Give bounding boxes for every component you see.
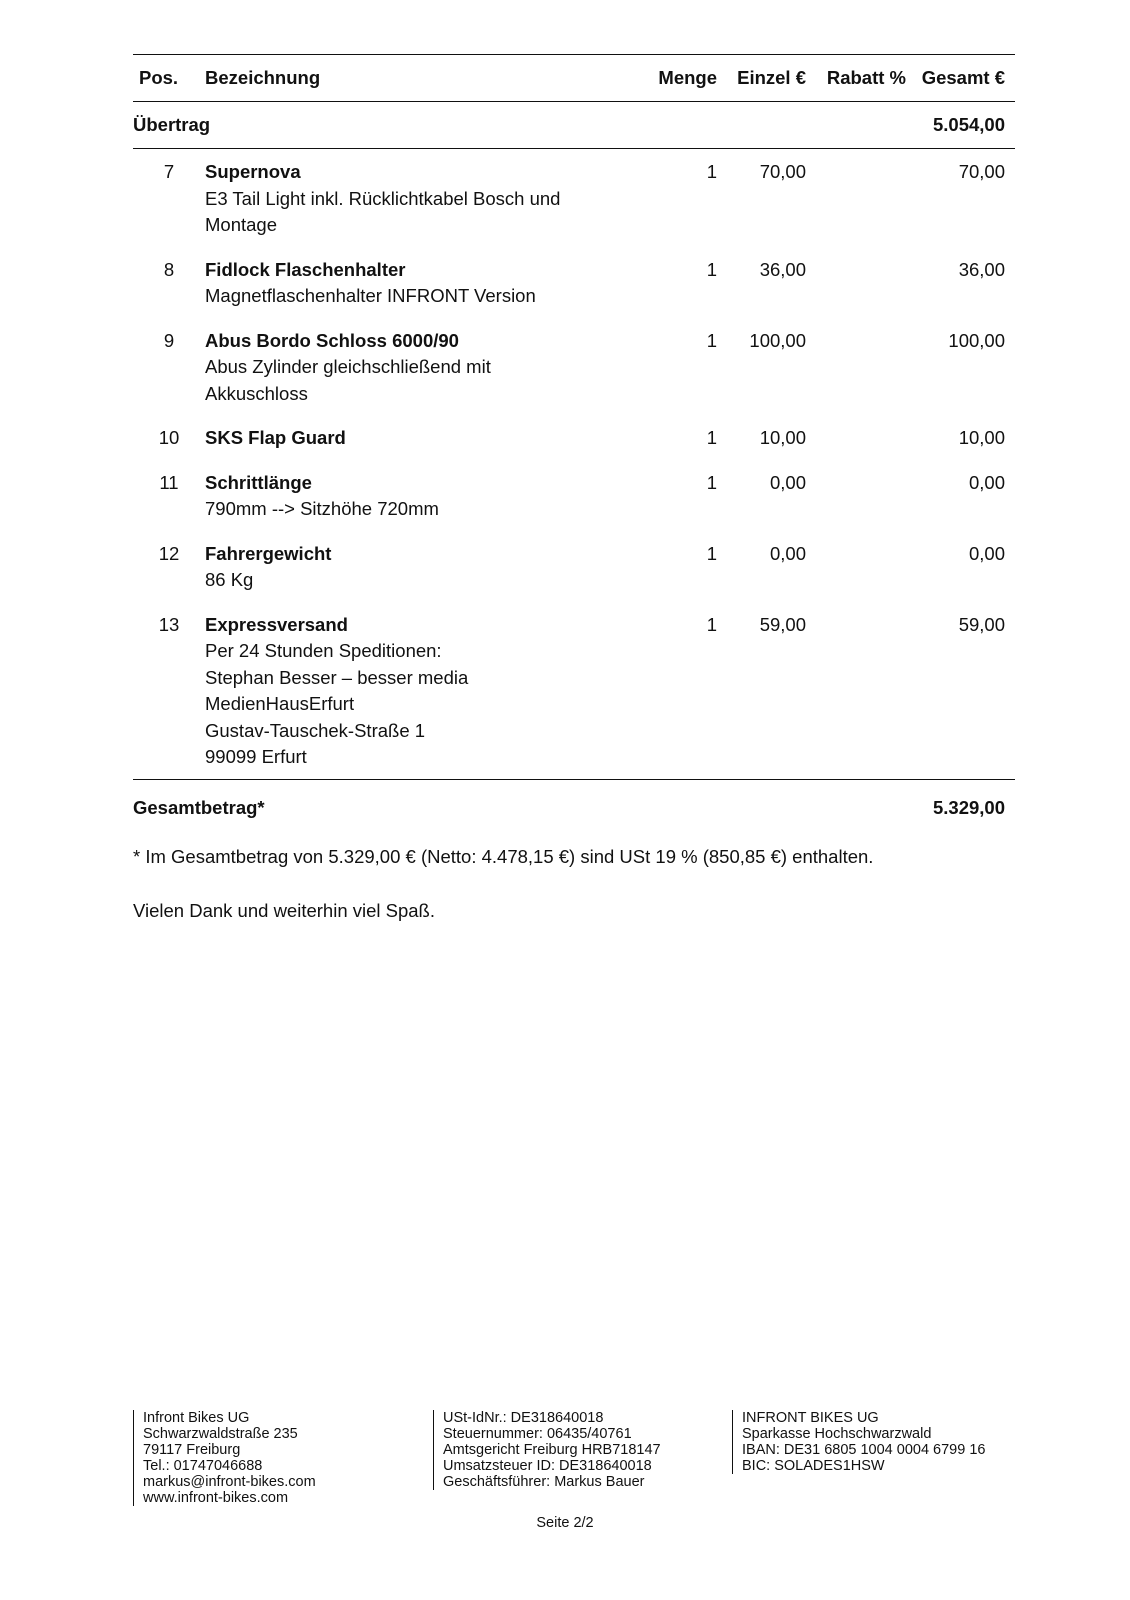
item-pos: 12 <box>158 542 180 564</box>
item-detail-line: 86 Kg <box>205 569 254 590</box>
table-row <box>133 257 1015 310</box>
item-menge: 1 <box>706 329 717 351</box>
item-description <box>205 328 625 408</box>
item-gesamt: 70,00 <box>958 161 1005 182</box>
item-menge: 1 <box>706 613 717 635</box>
footer-line: Steuernummer: 06435/40761 <box>443 1426 632 1442</box>
table-row <box>133 470 1015 523</box>
uebertrag-label: Übertrag <box>133 114 211 135</box>
item-gesamt: 0,00 <box>968 542 1005 564</box>
footer-line: markus@infront-bikes.com <box>143 1474 316 1490</box>
total-label: Gesamtbetrag* <box>133 796 265 818</box>
header-menge: Menge <box>658 67 717 88</box>
item-detail-line: Per 24 Stunden Speditionen: <box>205 640 442 661</box>
table-row <box>133 159 1015 239</box>
header-desc: Bezeichnung <box>205 67 321 88</box>
header-pos: Pos. <box>139 67 179 88</box>
item-detail-line: Magnetflaschenhalter INFRONT Version <box>205 285 536 306</box>
item-detail-line: MedienHausErfurt <box>205 693 355 714</box>
item-description <box>205 257 625 310</box>
item-description <box>205 470 625 523</box>
item-einzel: 0,00 <box>769 542 806 564</box>
uebertrag-row <box>133 102 1015 148</box>
item-pos: 13 <box>158 613 180 635</box>
item-pos: 8 <box>163 258 175 280</box>
footer-line: Geschäftsführer: Markus Bauer <box>443 1474 645 1490</box>
item-detail-line: Gustav-Tauschek-Straße 1 <box>205 719 426 741</box>
item-description <box>205 541 625 594</box>
item-pos: 10 <box>158 427 180 448</box>
header-rabatt: Rabatt % <box>826 67 906 88</box>
footer-line: IBAN: DE31 6805 1004 0004 6799 16 <box>742 1442 986 1458</box>
item-name: Schrittlänge <box>205 471 312 493</box>
tax-note: * Im Gesamtbetrag von 5.329,00 € (Netto: 4.478,15 €) sind USt 19 % (850,85 €) enthalten. <box>133 845 874 867</box>
item-gesamt: 59,00 <box>958 613 1005 635</box>
table-row <box>133 612 1015 771</box>
footer-line: INFRONT BIKES UG <box>742 1410 879 1426</box>
item-pos: 11 <box>159 471 179 493</box>
footer-line: Tel.: 01747046688 <box>143 1458 263 1474</box>
item-gesamt: 100,00 <box>948 329 1005 351</box>
footer-line: 79117 Freiburg <box>143 1442 241 1458</box>
item-menge: 1 <box>706 161 717 182</box>
table-header <box>133 55 1015 101</box>
item-pos: 7 <box>163 161 175 182</box>
item-menge: 1 <box>706 258 717 280</box>
footer-line: Infront Bikes UG <box>143 1410 250 1426</box>
thanks-text: Vielen Dank und weiterhin viel Spaß. <box>133 899 435 921</box>
item-einzel: 100,00 <box>749 329 806 351</box>
footer-line: BIC: SOLADES1HSW <box>742 1458 885 1474</box>
item-einzel: 0,00 <box>769 471 806 493</box>
item-gesamt: 36,00 <box>958 258 1005 280</box>
footer-company <box>133 1410 316 1506</box>
footer-line: Umsatzsteuer ID: DE318640018 <box>443 1458 652 1474</box>
item-name: Supernova <box>205 161 301 182</box>
page-number: Seite 2/2 <box>536 1515 594 1531</box>
item-description <box>205 425 625 452</box>
footer-line: www.infront-bikes.com <box>143 1490 289 1506</box>
total-row <box>133 780 1015 836</box>
item-detail-line: Akkuschloss <box>205 382 308 404</box>
total-amount: 5.329,00 <box>932 796 1005 818</box>
item-name: Fidlock Flaschenhalter <box>205 258 406 280</box>
item-einzel: 10,00 <box>759 427 806 448</box>
line-items <box>133 149 1015 779</box>
item-detail-line: E3 Tail Light inkl. Rücklichtkabel Bosch und <box>205 187 561 209</box>
item-menge: 1 <box>706 471 717 493</box>
item-name: Fahrergewicht <box>205 542 332 564</box>
footer-bank <box>732 1410 985 1474</box>
header-gesamt: Gesamt € <box>921 67 1005 88</box>
item-detail-line: Montage <box>205 214 277 235</box>
item-name: Abus Bordo Schloss 6000/90 <box>205 329 459 351</box>
table-row <box>133 541 1015 594</box>
footer-line: Amtsgericht Freiburg HRB718147 <box>443 1442 661 1458</box>
uebertrag-amount: 5.054,00 <box>932 114 1005 135</box>
item-gesamt: 0,00 <box>968 471 1005 493</box>
item-einzel: 70,00 <box>759 161 806 182</box>
footer-line: Sparkasse Hochschwarzwald <box>742 1426 932 1442</box>
item-einzel: 59,00 <box>759 613 806 635</box>
item-menge: 1 <box>706 427 717 448</box>
header-einzel: Einzel € <box>737 67 806 88</box>
item-detail-line: Stephan Besser – besser media <box>205 666 469 688</box>
item-description <box>205 612 625 771</box>
invoice-page <box>133 54 1015 922</box>
footer-line: Schwarzwaldstraße 235 <box>143 1426 298 1442</box>
item-name: SKS Flap Guard <box>205 427 346 448</box>
item-detail-line: 99099 Erfurt <box>205 746 307 767</box>
item-detail-line: Abus Zylinder gleichschließend mit <box>205 356 491 377</box>
footer-line: USt-IdNr.: DE318640018 <box>443 1410 604 1426</box>
table-row <box>133 328 1015 408</box>
item-menge: 1 <box>706 542 717 564</box>
item-detail-line: 790mm --> Sitzhöhe 720mm <box>205 498 439 519</box>
item-description <box>205 159 625 239</box>
item-gesamt: 10,00 <box>958 427 1005 448</box>
item-name: Expressversand <box>205 613 348 635</box>
table-row <box>133 425 1015 452</box>
item-einzel: 36,00 <box>759 258 806 280</box>
footer-legal <box>433 1410 661 1490</box>
item-pos: 9 <box>163 329 175 351</box>
